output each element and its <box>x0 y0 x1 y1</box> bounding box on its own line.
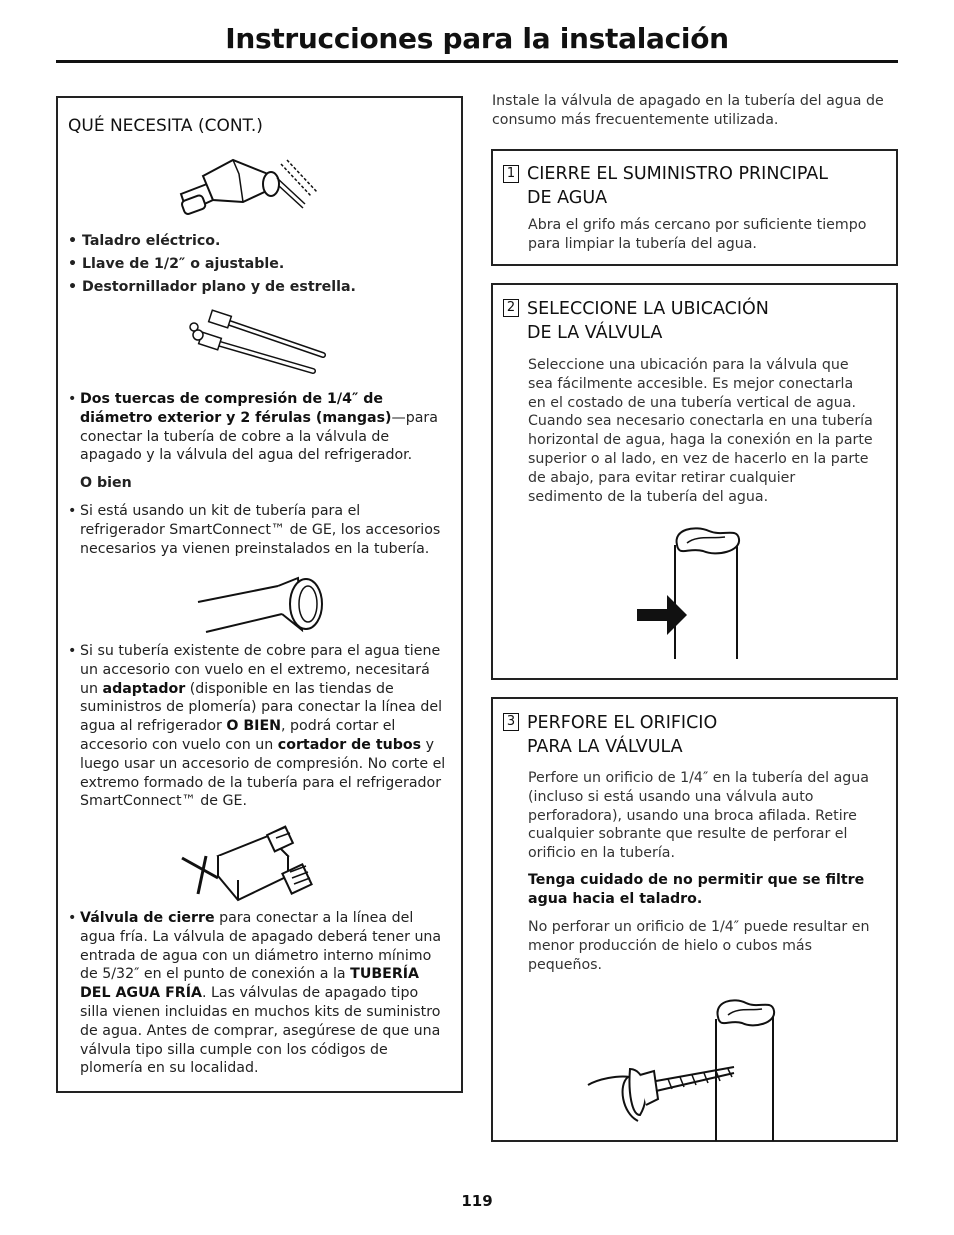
step-warning: Tenga cuidado de no permitir que se filtre agua hacia el taladro. <box>528 872 865 907</box>
step-title: SELECCIONE LA UBICACIÓN DE LA VÁLVULA <box>527 299 769 343</box>
page-title: Instrucciones para la instalación <box>225 22 729 55</box>
page-number: 119 <box>461 1192 493 1210</box>
tool-item-drill: • Taladro eléctrico. <box>68 233 221 249</box>
step-number: 2 <box>503 299 519 317</box>
drilling-pipe-illustration <box>588 997 778 1142</box>
what-you-need-panel <box>56 96 463 1093</box>
intro-text: Instale la válvula de apagado en la tubería del agua de consumo más frecuentemente utilizada. <box>492 93 884 128</box>
flare-fitting-text: • Si su tubería existente de cobre para el agua tiene un accesorio con vuelo en el extremo, necesitará un adaptador (disponible en las tiendas de suministros de plomería) para conectar la línea del agua al refrigerador O BIEN, podrá cortar el accesorio con vuelo con un cortador de tubos y luego usar un accesorio de compresión. No corte el extremo formado de la tubería para el refrigerador SmartConnect™ de GE. <box>68 643 446 810</box>
or-label: O bien <box>80 475 132 491</box>
step-note: No perforar un orificio de 1/4″ puede resultar en menor producción de hielo o cubos más pequeños. <box>528 919 870 973</box>
shutoff-valve-illustration <box>178 828 328 903</box>
step-3-panel <box>491 697 898 1142</box>
shutoff-valve-text: • Válvula de cierre para conectar a la línea del agua fría. La válvula de apagado deberá tener una entrada de agua con un diámetro interno mínimo de 5/32″ en el punto de conexión a la TUBERÍA DEL AGUA FRÍA. Las válvulas de apagado tipo silla vienen incluidas en muchos kits de suministro de agua. Antes de comprar, asegúrese de que una válvula tipo silla cumple con los códigos de plomería en su localidad. <box>68 910 442 1077</box>
step-body: Perfore un orificio de 1/4″ en la tubería del agua (incluso si está usando una válvula auto perforadora), usando una broca afilada. Retire cualquier sobrante que resulte de perforar el orificio en la tubería. <box>528 770 869 862</box>
step-title: PERFORE EL ORIFICIO PARA LA VÁLVULA <box>527 713 718 757</box>
step-number: 3 <box>503 713 519 731</box>
compression-nuts-illustration <box>188 313 328 373</box>
section-heading: QUÉ NECESITA (CONT.) <box>68 116 263 136</box>
vertical-pipe-arrow-illustration <box>637 525 747 660</box>
drill-illustration <box>173 156 323 228</box>
step-title: CIERRE EL SUMINISTRO PRINCIPAL DE AGUA <box>527 164 828 208</box>
smartconnect-text: • Si está usando un kit de tubería para el refrigerador SmartConnect™ de GE, los accesorios necesarios ya vienen preinstalados en la tubería. <box>68 503 441 557</box>
step-2-panel <box>491 283 898 680</box>
tool-item-screwdriver: • Destornillador plano y de estrella. <box>68 279 356 295</box>
compression-nuts-text: • Dos tuercas de compresión de 1/4″ de diámetro exterior y 2 férulas (mangas)—para conectar la tubería de cobre a la válvula de apagado y la válvula del agua del refrigerador. <box>68 391 438 464</box>
tool-item-wrench: • Llave de 1/2″ o ajustable. <box>68 256 285 272</box>
step-body: Seleccione una ubicación para la válvula que sea fácilmente accesible. Es mejor conectarla en el costado de una tubería vertical de agua. Cuando sea necesario conectarla en una tubería horizontal de agua, haga la conexión en la parte superior o al lado, en vez de hacerlo en la parte de abajo, para evitar retirar cualquier sedimento de la tubería del agua. <box>528 357 873 505</box>
title-rule <box>56 60 898 63</box>
step-body: Abra el grifo más cercano por suficiente tiempo para limpiar la tubería del agua. <box>528 217 867 252</box>
flared-tube-illustration <box>198 574 328 636</box>
step-1-panel <box>491 149 898 266</box>
step-number: 1 <box>503 165 519 183</box>
